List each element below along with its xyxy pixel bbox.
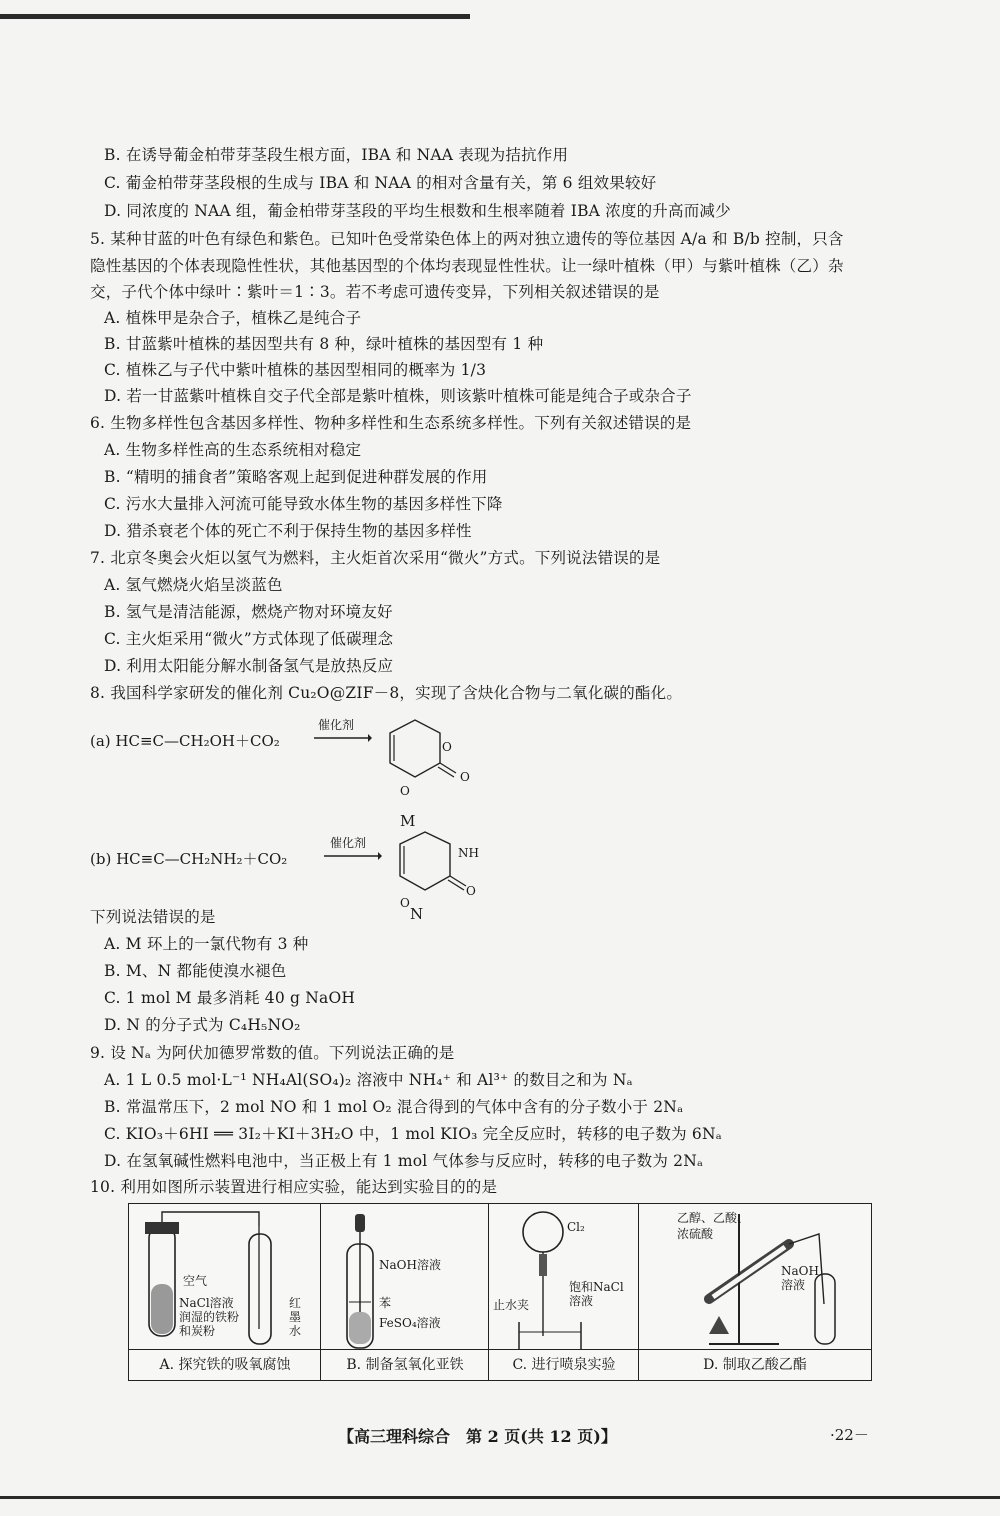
q8-question: 下列说法错误的是 — [90, 908, 216, 926]
apparatus-c-icon — [489, 1204, 639, 1350]
q7-option-b: B. 氢气是清洁能源，燃烧产物对环境友好 — [104, 603, 393, 621]
q5-option-a: A. 植株甲是杂合子，植株乙是纯合子 — [104, 309, 362, 327]
q8-option-d: D. N 的分子式为 C₄H₅NO₂ — [104, 1016, 301, 1034]
ring-o-label-a3: O — [400, 784, 410, 798]
ring-o-label-b1: O — [466, 884, 476, 898]
q7-option-a: A. 氢气燃烧火焰呈淡蓝色 — [104, 576, 283, 594]
paper-code: ·22－ — [830, 1426, 869, 1444]
panel-d — [638, 1203, 872, 1381]
q6-stem: 6. 生物多样性包含基因多样性、物种多样性和生态系统多样性。下列有关叙述错误的是 — [90, 414, 692, 432]
q9-option-a: A. 1 L 0.5 mol·L⁻¹ NH₄Al(SO₄)₂ 溶液中 NH₄⁺ 和 Al³⁺ 的数目之和为 Nₐ — [104, 1071, 633, 1089]
q8-stem: 8. 我国科学家研发的催化剂 Cu₂O@ZIF－8，实现了含炔化合物与二氧化碳的酯化。 — [90, 684, 683, 702]
q5-option-b: B. 甘蓝紫叶植株的基因型共有 8 种，绿叶植株的基因型有 1 种 — [104, 335, 544, 353]
q6-option-c: C. 污水大量排入河流可能导致水体生物的基因多样性下降 — [104, 495, 503, 513]
reaction-b-catalyst: 催化剂 — [330, 836, 367, 850]
label-feso4: FeSO₄溶液 — [379, 1316, 441, 1330]
q5-stem-2: 隐性基因的个体表现隐性性状，其他基因型的个体均表现显性性状。让一绿叶植株（甲）与紫叶植株（乙）杂 — [90, 257, 844, 275]
label-naoh-b: NaOH溶液 — [379, 1258, 441, 1272]
label-nacl: 饱和NaCl溶液 — [569, 1280, 624, 1308]
q7-option-c: C. 主火炬采用“微火”方式体现了低碳理念 — [104, 630, 394, 648]
reaction-a-arrow — [312, 732, 372, 744]
label-solution: NaCl溶液润湿的铁粉和炭粉 — [179, 1296, 240, 1338]
caption-b: B. 制备氢氧化亚铁 — [321, 1349, 489, 1380]
panel-b — [320, 1203, 490, 1381]
label-red-ink: 红墨水 — [289, 1296, 302, 1338]
caption-d: D. 制取乙酸乙酯 — [639, 1349, 871, 1380]
label-air: 空气 — [183, 1274, 208, 1288]
molecule-n-label: N — [410, 905, 424, 923]
reaction-a-reactants: (a) HC≡C—CH₂OH＋CO₂ — [90, 732, 280, 750]
panel-a — [128, 1203, 322, 1381]
reaction-a-catalyst: 催化剂 — [318, 718, 355, 732]
molecule-n-structure — [380, 830, 470, 920]
label-benzene: 苯 — [379, 1296, 392, 1310]
q5-option-c: C. 植株乙与子代中紫叶植株的基因型相同的概率为 1/3 — [104, 361, 487, 379]
q8-option-a: A. M 环上的一氯代物有 3 种 — [104, 935, 309, 953]
ring-o-label-a2: O — [460, 770, 470, 784]
q4-option-b: B. 在诱导葡金柏带芽茎段生根方面，IBA 和 NAA 表现为拮抗作用 — [104, 146, 569, 164]
q8-option-b: B. M、N 都能使溴水褪色 — [104, 962, 287, 980]
q5-stem-1: 5. 某种甘蓝的叶色有绿色和紫色。已知叶色受常染色体上的两对独立遗传的等位基因 A/a 和 B/b 控制，只含 — [90, 230, 844, 248]
bottom-rule — [0, 1496, 1000, 1499]
q5-option-d: D. 若一甘蓝紫叶植株自交子代全部是紫叶植株，则该紫叶植株可能是纯合子或杂合子 — [104, 387, 692, 405]
caption-a: A. 探究铁的吸氧腐蚀 — [129, 1349, 321, 1380]
q9-option-c: C. KIO₃＋6HI ══ 3I₂＋KI＋3H₂O 中，1 mol KIO₃ 完全反应时，转移的电子数为 6Nₐ — [104, 1125, 722, 1143]
top-rule — [0, 14, 470, 19]
label-clip: 止水夹 — [493, 1298, 530, 1312]
caption-c: C. 进行喷泉实验 — [489, 1349, 639, 1380]
ring-o-label-b2: O — [400, 896, 410, 910]
q6-option-a: A. 生物多样性高的生态系统相对稳定 — [104, 441, 362, 459]
reaction-b-reactants: (b) HC≡C—CH₂NH₂＋CO₂ — [90, 850, 288, 868]
panel-c — [488, 1203, 640, 1381]
label-naoh-d: NaOH溶液 — [781, 1264, 819, 1292]
q6-option-b: B. “精明的捕食者”策略客观上起到促进种群发展的作用 — [104, 468, 488, 486]
page-footer: 【高三理科综合 第 2 页(共 12 页)】 — [338, 1427, 617, 1446]
q6-option-d: D. 猎杀衰老个体的死亡不利于保持生物的基因多样性 — [104, 522, 472, 540]
reaction-b-arrow — [322, 850, 382, 862]
q9-option-d: D. 在氢氧碱性燃料电池中，当正极上有 1 mol 气体参与反应时，转移的电子数为 2Nₐ — [104, 1152, 704, 1170]
molecule-m-label: M — [400, 812, 416, 830]
q4-option-d: D. 同浓度的 NAA 组，葡金柏带芽茎段的平均生根数和生根率随着 IBA 浓度的升高而减少 — [104, 202, 731, 220]
q4-option-c: C. 葡金柏带芽茎段根的生成与 IBA 和 NAA 的相对含量有关，第 6 组效果较好 — [104, 174, 657, 192]
q9-stem: 9. 设 Nₐ 为阿伏加德罗常数的值。下列说法正确的是 — [90, 1044, 455, 1062]
q5-stem-3: 交，子代个体中绿叶∶紫叶＝1∶3。若不考虑可遗传变异，下列相关叙述错误的是 — [90, 283, 660, 301]
q10-stem: 10. 利用如图所示装置进行相应实验，能达到实验目的的是 — [90, 1178, 498, 1196]
ring-o-label-a1: O — [442, 740, 452, 754]
q7-stem: 7. 北京冬奥会火炬以氢气为燃料，主火炬首次采用“微火”方式。下列说法错误的是 — [90, 549, 661, 567]
q9-option-b: B. 常温常压下，2 mol NO 和 1 mol O₂ 混合得到的气体中含有的分子数小于 2Nₐ — [104, 1098, 684, 1116]
q8-option-c: C. 1 mol M 最多消耗 40 g NaOH — [104, 989, 356, 1007]
q7-option-d: D. 利用太阳能分解水制备氢气是放热反应 — [104, 657, 394, 675]
ring-nh-label: NH — [458, 846, 479, 860]
label-reagents: 乙醇、乙酸、浓硫酸 — [677, 1211, 750, 1241]
label-cl2: Cl₂ — [567, 1220, 585, 1234]
